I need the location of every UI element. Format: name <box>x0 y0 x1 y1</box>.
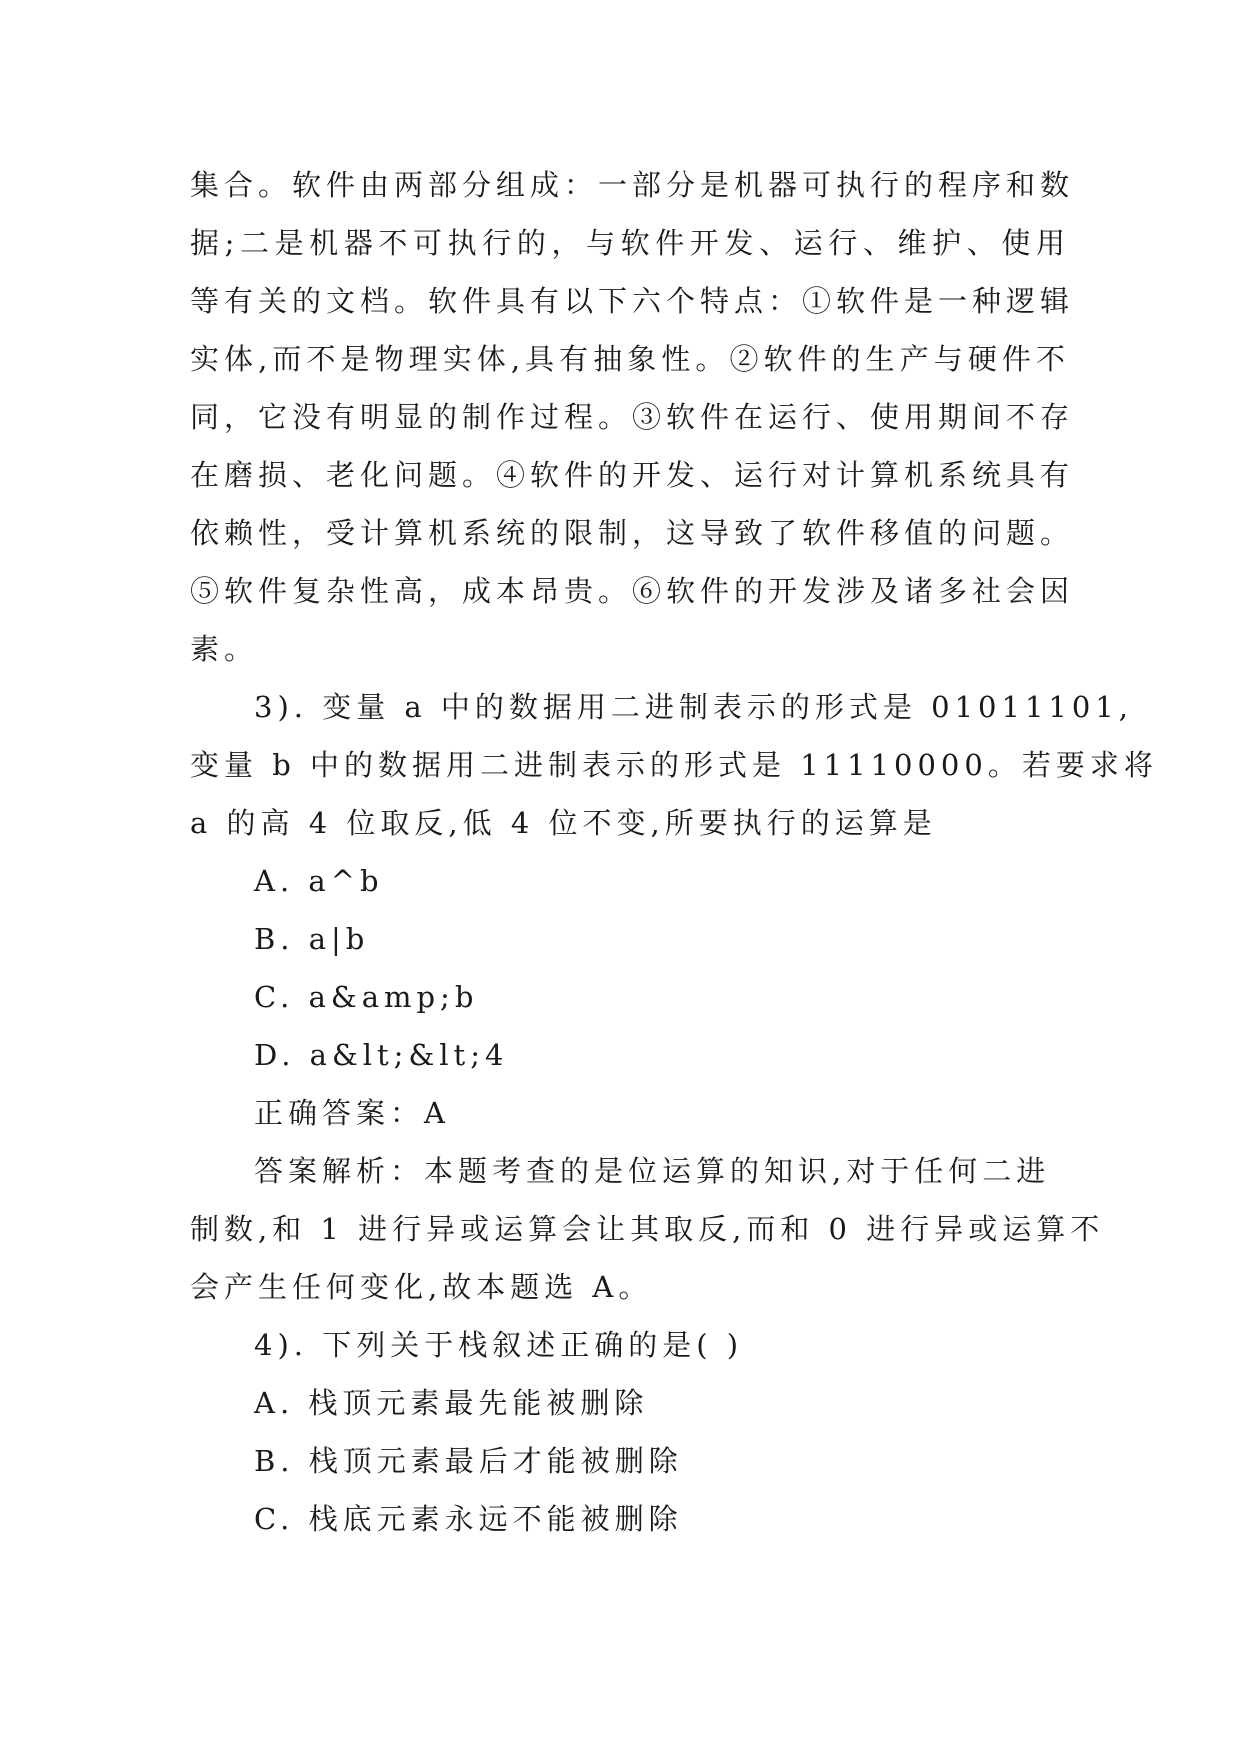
answer-analysis: 制数,和 1 进行异或运算会让其取反,而和 0 进行异或运算不 <box>190 1212 1105 1246</box>
question-stem: 3). 变量 a 中的数据用二进制表示的形式是 01011101, <box>254 690 1133 724</box>
option-b: B. a|b <box>254 922 370 956</box>
question-stem: 4). 下列关于栈叙述正确的是( ) <box>254 1328 744 1362</box>
option-c: C. a&amp;b <box>254 980 479 1014</box>
option-d: D. a&lt;&lt;4 <box>254 1038 509 1072</box>
text-line: 实体,而不是物理实体,具有抽象性。②软件的生产与硬件不 <box>190 342 1070 376</box>
option-b: B. 栈顶元素最后才能被删除 <box>254 1444 683 1478</box>
text-line: 据;二是机器不可执行的，与软件开发、运行、维护、使用 <box>190 226 1070 260</box>
text-line: ⑤软件复杂性高，成本昂贵。⑥软件的开发涉及诸多社会因 <box>190 574 1075 608</box>
question-3 <box>190 678 1158 1316</box>
option-a: A. a^b <box>254 864 384 898</box>
question-stem: 变量 b 中的数据用二进制表示的形式是 11110000。若要求将 <box>190 748 1158 782</box>
answer-analysis: 答案解析：本题考查的是位运算的知识,对于任何二进 <box>254 1154 1051 1188</box>
text-line: 等有关的文档。软件具有以下六个特点：①软件是一种逻辑 <box>190 284 1075 318</box>
document-page <box>190 156 1158 1548</box>
paragraph-software-definition <box>190 156 1075 678</box>
correct-answer: 正确答案：A <box>254 1096 450 1130</box>
text-line: 在磨损、老化问题。④软件的开发、运行对计算机系统具有 <box>190 458 1075 492</box>
question-4 <box>190 1316 1070 1548</box>
option-c: C. 栈底元素永远不能被删除 <box>254 1502 683 1536</box>
question-stem: a 的高 4 位取反,低 4 位不变,所要执行的运算是 <box>190 806 937 840</box>
text-line: 素。 <box>190 632 259 666</box>
text-line: 依赖性，受计算机系统的限制，这导致了软件移值的问题。 <box>190 516 1075 550</box>
text-line: 集合。软件由两部分组成：一部分是机器可执行的程序和数 <box>190 168 1075 202</box>
option-a: A. 栈顶元素最先能被删除 <box>254 1386 649 1420</box>
answer-analysis: 会产生任何变化,故本题选 A。 <box>190 1270 653 1304</box>
text-line: 同，它没有明显的制作过程。③软件在运行、使用期间不存 <box>190 400 1075 434</box>
